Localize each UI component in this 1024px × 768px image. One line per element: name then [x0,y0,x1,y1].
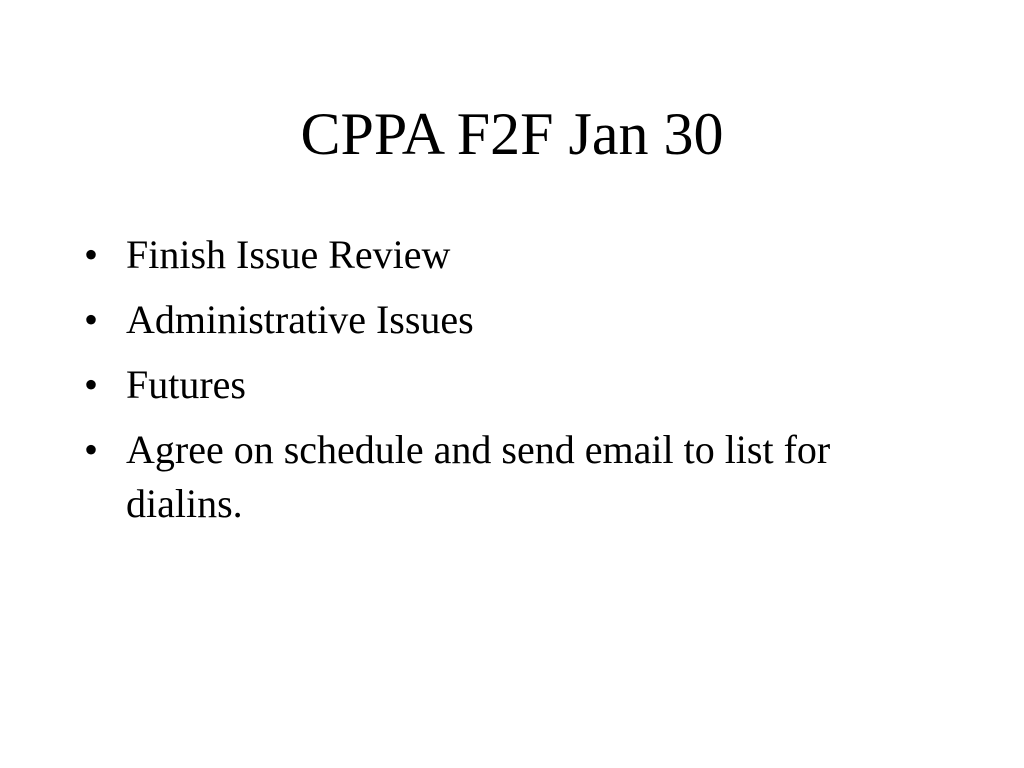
bullet-item-agree-on-schedule [84,423,954,531]
bullet-text: Administrative Issues [126,297,474,342]
bullet-marker: • [84,297,99,342]
bullet-item-futures [84,358,954,412]
bullet-text: Agree on schedule and send email to list for dialins. [126,427,831,526]
bullet-marker: • [84,232,99,277]
bullet-item-finish-issue-review [84,228,954,282]
slide-title: CPPA F2F Jan 30 [300,101,724,167]
bullet-list [84,228,954,542]
bullet-marker: • [84,427,99,472]
bullet-item-administrative-issues [84,293,954,347]
bullet-text: Futures [126,362,246,407]
bullet-marker: • [84,362,99,407]
bullet-text: Finish Issue Review [126,232,451,277]
